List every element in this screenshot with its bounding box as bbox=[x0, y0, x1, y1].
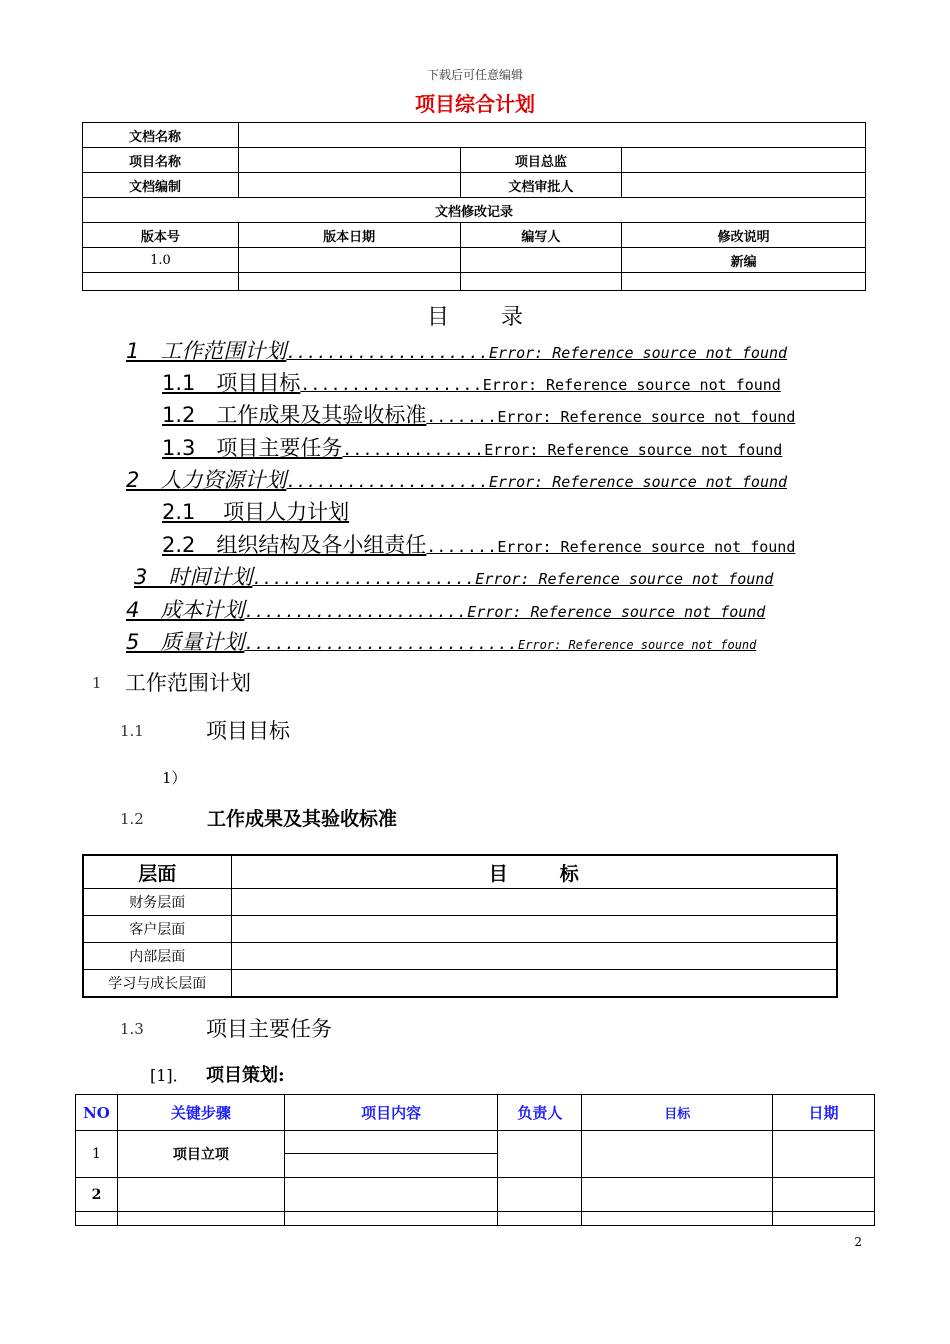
toc-entry[interactable] bbox=[126, 626, 838, 656]
task-table bbox=[75, 1094, 875, 1226]
doc-name-value[interactable] bbox=[238, 123, 865, 148]
toc-entry-ref: Error: Reference source not found bbox=[475, 570, 774, 588]
column-header: 关键步骤 bbox=[117, 1095, 284, 1131]
column-header: 版本号 bbox=[83, 223, 239, 248]
table-cell[interactable] bbox=[582, 1212, 773, 1226]
toc-entry-ref: Error: Reference source not found bbox=[482, 376, 781, 394]
table-cell[interactable] bbox=[284, 1178, 498, 1212]
section-number: 1.2 bbox=[120, 810, 144, 828]
toc-entry-title: 2 人力资源计划 bbox=[126, 468, 287, 492]
toc-entry[interactable] bbox=[162, 529, 838, 559]
column-header: 目标 bbox=[582, 1095, 773, 1131]
table-cell[interactable]: 项目立项 bbox=[117, 1131, 284, 1178]
doc-name-label: 文档名称 bbox=[83, 123, 239, 148]
toc-entry-title: 1.2 工作成果及其验收标准 bbox=[162, 403, 427, 427]
toc-entry-ref: Error: Reference source not found bbox=[467, 603, 766, 621]
toc-entry-dots: .............. bbox=[342, 440, 485, 459]
doc-author-label: 文档编制 bbox=[83, 173, 239, 198]
table-cell: 内部层面 bbox=[83, 943, 231, 970]
column-header: 项目内容 bbox=[284, 1095, 498, 1131]
section-title: 工作范围计划 bbox=[125, 671, 251, 695]
toc-entry-title: 1.1 项目目标 bbox=[162, 371, 301, 395]
toc-entry-ref: Error: Reference source not found bbox=[497, 538, 796, 556]
toc-entry-dots: ...................... bbox=[244, 602, 468, 621]
subsection-label: [1]． bbox=[150, 1066, 189, 1085]
toc-entry-title: 2.1 项目人力计划 bbox=[162, 500, 350, 524]
column-header: NO bbox=[76, 1095, 118, 1131]
section-title: 项目主要任务 bbox=[206, 1017, 332, 1041]
toc-heading-right: 录 bbox=[501, 305, 524, 330]
page-number: 2 bbox=[854, 1235, 862, 1249]
toc-entry-ref: Error: Reference source not found bbox=[517, 638, 757, 652]
toc-heading-left: 目 bbox=[426, 305, 449, 330]
table-cell[interactable] bbox=[773, 1212, 875, 1226]
toc-entry[interactable] bbox=[126, 464, 838, 494]
table-cell[interactable] bbox=[284, 1154, 498, 1178]
table-cell[interactable]: 新编 bbox=[622, 248, 866, 273]
column-header: 修改说明 bbox=[622, 223, 866, 248]
table-cell[interactable] bbox=[622, 273, 866, 291]
table-cell[interactable] bbox=[83, 273, 239, 291]
table-cell[interactable] bbox=[284, 1131, 498, 1154]
table-cell: 客户层面 bbox=[83, 916, 231, 943]
project-director-label: 项目总监 bbox=[460, 148, 622, 173]
toc-entry-title: 1 工作范围计划 bbox=[126, 339, 287, 363]
toc-entry[interactable] bbox=[162, 399, 838, 429]
project-name-value[interactable] bbox=[238, 148, 460, 173]
doc-approver-label: 文档审批人 bbox=[460, 173, 622, 198]
watermark: 下载后可任意编辑 bbox=[426, 68, 523, 82]
table-cell[interactable] bbox=[498, 1131, 582, 1178]
table-cell[interactable] bbox=[773, 1131, 875, 1178]
table-cell: 学习与成长层面 bbox=[83, 970, 231, 998]
column-header bbox=[231, 855, 837, 889]
column-header: 版本日期 bbox=[238, 223, 460, 248]
toc-entry-ref: Error: Reference source not found bbox=[484, 441, 783, 459]
table-cell[interactable] bbox=[582, 1131, 773, 1178]
table-cell[interactable] bbox=[238, 248, 460, 273]
section-number: 1 bbox=[92, 674, 102, 692]
table-cell[interactable] bbox=[231, 970, 837, 998]
revision-record-label: 文档修改记录 bbox=[83, 198, 866, 223]
table-cell[interactable] bbox=[582, 1178, 773, 1212]
toc-entry-dots: ........................... bbox=[244, 634, 518, 653]
target-header-left: 目 bbox=[488, 862, 508, 885]
toc-entry-title: 3 时间计划 bbox=[134, 565, 253, 589]
section-title: 项目目标 bbox=[206, 719, 290, 743]
toc-entry-title: 5 质量计划 bbox=[126, 630, 245, 654]
toc-heading bbox=[0, 300, 950, 331]
table-cell[interactable] bbox=[76, 1212, 118, 1226]
toc-entry-title: 2.2 组织结构及各小组责任 bbox=[162, 533, 427, 557]
table-cell[interactable] bbox=[117, 1212, 284, 1226]
section-number: 1.1 bbox=[120, 722, 144, 740]
toc-entry-dots: .................... bbox=[286, 343, 490, 362]
toc-entry-title: 4 成本计划 bbox=[126, 598, 245, 622]
toc-entry[interactable] bbox=[126, 594, 838, 624]
column-header: 编写人 bbox=[460, 223, 622, 248]
toc-entry-ref: Error: Reference source not found bbox=[489, 344, 788, 362]
toc-entry-dots: ....... bbox=[426, 407, 498, 426]
subsection-title: 项目策划: bbox=[206, 1065, 285, 1086]
toc-entry-dots: ....... bbox=[426, 537, 498, 556]
document-info-table bbox=[82, 122, 866, 291]
toc-entry-ref: Error: Reference source not found bbox=[497, 408, 796, 426]
project-name-label: 项目名称 bbox=[83, 148, 239, 173]
table-cell[interactable] bbox=[773, 1178, 875, 1212]
table-cell[interactable] bbox=[117, 1178, 284, 1212]
toc-entry[interactable] bbox=[162, 432, 838, 462]
perspective-table bbox=[82, 854, 838, 998]
section-title: 工作成果及其验收标准 bbox=[207, 808, 398, 830]
column-header: 层面 bbox=[83, 855, 231, 889]
list-item: 1） bbox=[162, 769, 187, 787]
doc-author-value[interactable] bbox=[238, 173, 460, 198]
doc-approver-value[interactable] bbox=[622, 173, 866, 198]
toc-entry-title: 1.3 项目主要任务 bbox=[162, 436, 343, 460]
toc-entry[interactable] bbox=[162, 367, 838, 397]
toc-entry-ref: Error: Reference source not found bbox=[489, 473, 788, 491]
table-cell[interactable] bbox=[498, 1178, 582, 1212]
toc-entry-dots: ...................... bbox=[252, 569, 476, 588]
table-cell[interactable] bbox=[498, 1212, 582, 1226]
toc-entry[interactable] bbox=[126, 335, 838, 365]
project-director-value[interactable] bbox=[622, 148, 866, 173]
column-header: 日期 bbox=[773, 1095, 875, 1131]
table-cell[interactable] bbox=[231, 916, 837, 943]
page-title: 项目综合计划 bbox=[415, 92, 535, 116]
table-cell: 财务层面 bbox=[83, 889, 231, 916]
toc-entry-dots: .................. bbox=[300, 375, 483, 394]
table-cell[interactable]: 1.0 bbox=[83, 248, 239, 273]
toc-entry[interactable] bbox=[162, 496, 349, 526]
target-header-right: 标 bbox=[559, 862, 579, 885]
table-cell[interactable] bbox=[460, 273, 622, 291]
table-cell: 1 bbox=[76, 1131, 118, 1178]
table-cell: 2 bbox=[76, 1178, 118, 1212]
column-header: 负责人 bbox=[498, 1095, 582, 1131]
table-cell[interactable] bbox=[231, 943, 837, 970]
table-cell[interactable] bbox=[238, 273, 460, 291]
table-cell[interactable] bbox=[460, 248, 622, 273]
table-cell[interactable] bbox=[284, 1212, 498, 1226]
table-cell[interactable] bbox=[231, 889, 837, 916]
toc-entry[interactable] bbox=[134, 561, 838, 591]
toc-entry-dots: .................... bbox=[286, 472, 490, 491]
section-number: 1.3 bbox=[120, 1020, 144, 1038]
